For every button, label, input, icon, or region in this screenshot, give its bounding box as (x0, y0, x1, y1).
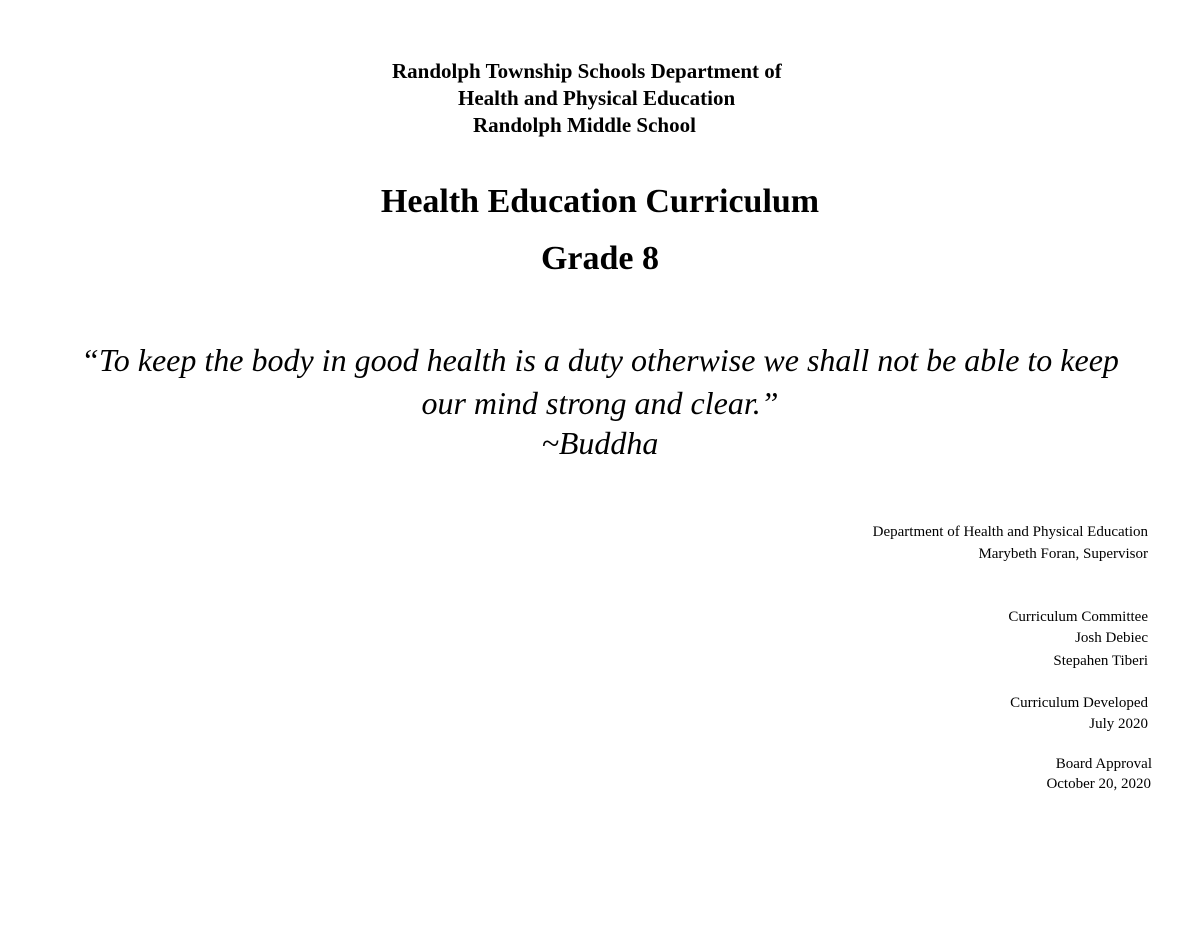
approval-heading: Board Approval (1055, 756, 1152, 772)
org-line-district: Randolph Township Schools Department of (392, 59, 782, 83)
developed-date: July 2020 (1089, 716, 1148, 732)
committee-member: Stepahen Tiberi (1053, 653, 1148, 669)
department-heading: Department of Health and Physical Education (872, 524, 1148, 540)
quote-author: ~Buddha (541, 425, 659, 461)
quote-line-1: “To keep the body in good health is a duty otherwise we shall not be able to keep (81, 342, 1119, 378)
document-title: Health Education Curriculum (380, 183, 820, 220)
org-line-department: Health and Physical Education (458, 86, 736, 110)
quote-line-2: our mind strong and clear.” (421, 385, 779, 421)
committee-heading: Curriculum Committee (1008, 609, 1148, 625)
approval-date: October 20, 2020 (1046, 776, 1151, 792)
committee-member: Josh Debiec (1075, 630, 1148, 646)
org-line-school: Randolph Middle School (473, 113, 696, 137)
grade-level: Grade 8 (540, 240, 660, 277)
department-supervisor: Marybeth Foran, Supervisor (978, 546, 1148, 562)
developed-heading: Curriculum Developed (1010, 695, 1148, 711)
